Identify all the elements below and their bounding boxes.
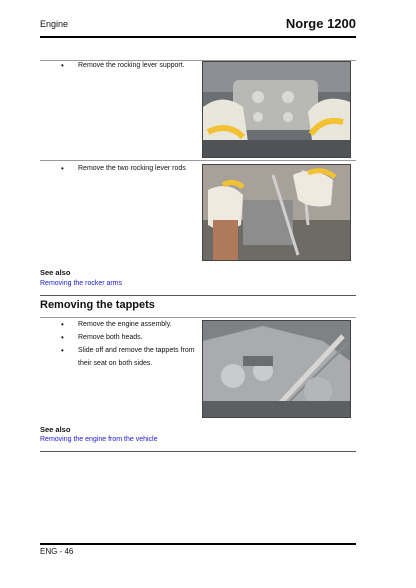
header-model-title: Norge 1200 [285,16,356,31]
divider [40,317,356,318]
see-also-heading: See also [40,268,71,277]
step-text: Remove the rocking lever support. [78,62,185,69]
photo-rocking-lever-support [202,61,351,158]
step-text: Remove the engine assembly. [78,321,172,328]
link-removing-engine-from-vehicle[interactable]: Removing the engine from the vehicle [40,436,158,443]
photo-rocking-lever-rods [202,164,351,261]
section-rule [40,295,356,296]
step-text: Remove the two rocking lever rods [78,165,186,172]
bullet-icon: • [61,333,64,342]
divider [40,160,356,161]
photo-tappets [202,320,351,418]
header-section-label: Engine [40,19,69,29]
header-rule [40,36,356,38]
step-text-continued: their seat on both sides. [78,360,153,367]
see-also-heading: See also [40,425,71,434]
bullet-icon: • [61,164,64,173]
link-removing-rocker-arms[interactable]: Removing the rocker arms [40,280,123,287]
page-number: ENG - 46 [40,547,74,556]
bullet-icon: • [61,346,64,355]
step-text: Slide off and remove the tappets from [78,347,195,354]
bullet-icon: • [61,320,64,329]
section-title: Removing the tappets [40,299,155,311]
bullet-icon: • [61,61,64,70]
section-end-rule [40,451,356,452]
step-text: Remove both heads. [78,334,143,341]
footer-rule [40,543,356,545]
